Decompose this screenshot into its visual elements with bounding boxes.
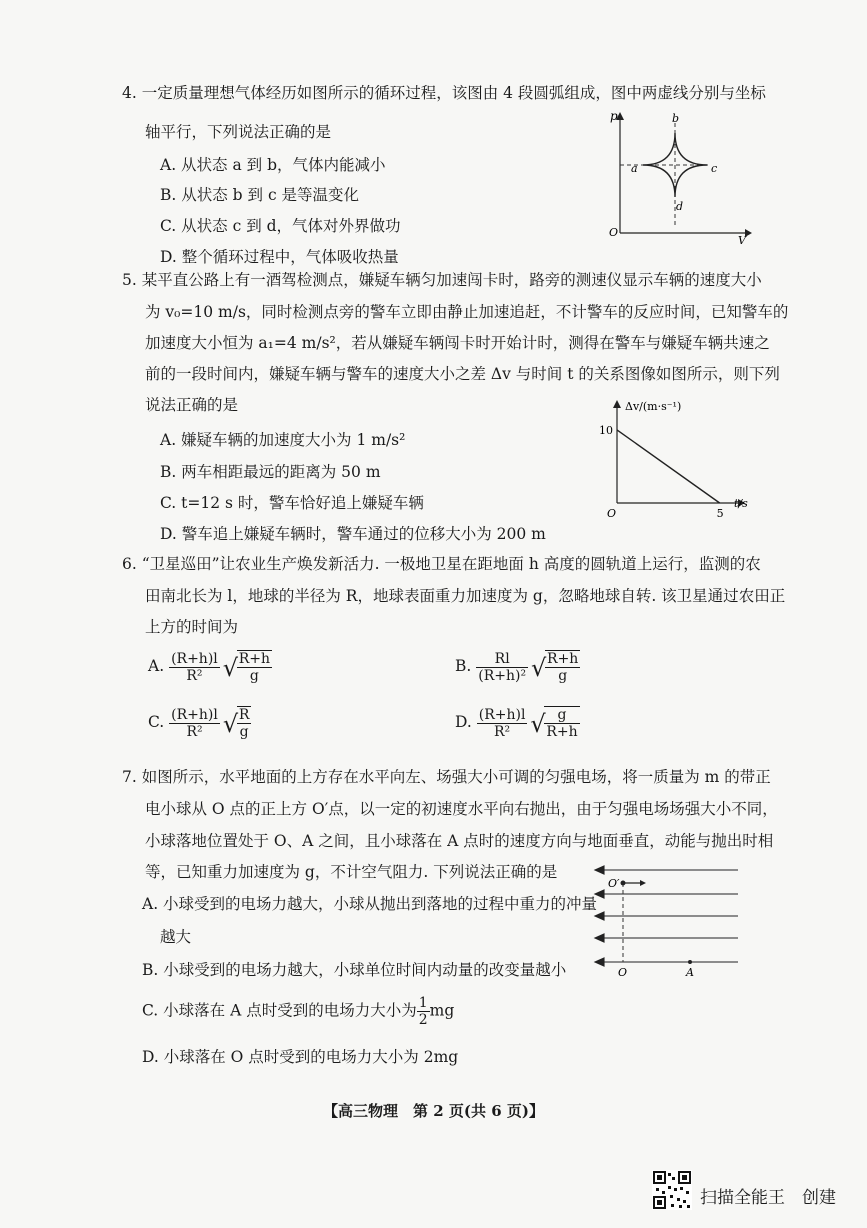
q4-option-c: C. 从状态 c 到 d，气体对外界做功	[160, 217, 401, 235]
q5-option-c: C. t=12 s 时，警车恰好追上嫌疑车辆	[160, 494, 424, 512]
q7-label-a: A	[686, 966, 694, 979]
q6-option-a	[148, 650, 272, 684]
scanner-brand-text: 扫描全能王 创建	[700, 1188, 836, 1208]
q6-option-c-label: C.	[148, 713, 165, 731]
q4-point-d: d	[676, 200, 684, 213]
q7-option-a-line-2: 越大	[160, 928, 192, 946]
q6-stem-line-3: 上方的时间为	[145, 618, 239, 636]
q7-stem-line-3: 小球落地位置处于 O、A 之间，且小球落在 A 点时的速度方向与地面垂直，动能与抛出时相	[145, 832, 774, 850]
q5-x-tick-label: 5	[716, 507, 724, 520]
q7-option-b: B. 小球受到的电场力越大，小球单位时间内动量的改变量越小	[142, 961, 567, 979]
q5-stem-line-4: 前的一段时间内，嫌疑车辆与警车的速度大小之差 Δv 与时间 t 的关系图像如图所示，则下列	[145, 365, 780, 383]
q6-option-d	[455, 706, 580, 740]
qr-code-icon	[652, 1170, 692, 1210]
q6-option-a-label: A.	[148, 657, 165, 675]
q7-field-diagram	[590, 860, 745, 978]
q4-option-b: B. 从状态 b 到 c 是等温变化	[160, 186, 360, 204]
q5-option-b: B. 两车相距最远的距离为 50 m	[160, 463, 381, 481]
q5-stem-line-1: 5. 某平直公路上有一酒驾检测点，嫌疑车辆匀加速闯卡时，路旁的测速仪显示车辆的速度大小	[122, 271, 762, 289]
q5-stem-line-2: 为 v₀=10 m/s，同时检测点旁的警车立即由静止加速追赶，不计警车的反应时间，已知警车的	[145, 303, 789, 321]
q5-y-tick-label: 10	[599, 423, 613, 437]
q4-stem-line-1: 4. 一定质量理想气体经历如图所示的循环过程，该图由 4 段圆弧组成，图中两虚线分别与坐标	[122, 84, 766, 102]
q7-stem-line-1: 7. 如图所示，水平地面的上方存在水平向左、场强大小可调的匀强电场，将一质量为 m 的带正	[122, 768, 771, 786]
q5-option-d: D. 警车追上嫌疑车辆时，警车通过的位移大小为 200 m	[160, 525, 546, 543]
q6-option-d-radical: √ $\frac{g}{R+h}$	[532, 706, 579, 740]
q6-stem-line-1: 6. “卫星巡田”让农业生产焕发新活力. 一极地卫星在距地面 h 高度的圆轨道上运行，监测的农	[122, 555, 761, 573]
q6-option-c-radical: √ $\frac{R}{g}$	[225, 706, 252, 740]
q4-pv-diagram	[595, 108, 755, 247]
q7-stem-line-2: 电小球从 O 点的正上方 O′点，以一定的初速度水平向右抛出，由于匀强电场场强大小不同，	[145, 800, 778, 818]
q5-stem-line-3: 加速度大小恒为 a₁=4 m/s²，若从嫌疑车辆闯卡时开始计时，测得在警车与嫌疑车辆共速之	[145, 334, 770, 352]
page-footer: 【高三物理 第 2 页(共 6 页)】	[323, 1102, 544, 1120]
q5-x-axis-label: t/s	[734, 497, 748, 510]
q6-option-c-coef: $\frac{(R+h)l}{\text{R²}}$	[171, 706, 218, 740]
q6-option-b-coef: $\frac{Rl}{\text{(R+h)²}}$	[478, 650, 527, 684]
q7-option-c-fraction: $\frac{1}{2}$	[418, 995, 428, 1028]
q6-option-a-coef: $\frac{(R+h)l}{\text{R²}}$	[171, 650, 218, 684]
q5-origin-label: O	[607, 507, 617, 520]
q5-option-a: A. 嫌疑车辆的加速度大小为 1 m/s²	[160, 431, 406, 449]
q6-stem-line-2: 田南北长为 l，地球的半径为 R，地球表面重力加速度为 g，忽略地球自转. 该卫星通过农田正	[145, 587, 786, 605]
q6-option-d-coef: $\frac{(R+h)l}{\text{R²}}$	[478, 706, 526, 740]
q7-label-o: O	[618, 966, 628, 979]
q5-stem-line-5: 说法正确的是	[145, 396, 239, 414]
q4-stem-line-2: 轴平行，下列说法正确的是	[145, 123, 332, 141]
q7-ball	[621, 881, 626, 886]
q4-point-c: c	[711, 162, 718, 175]
q5-series-line	[617, 430, 720, 503]
q6-option-a-radical: √ $\frac{R+h}{g}$	[225, 650, 272, 684]
q4-x-axis-label: V	[738, 234, 746, 247]
q6-option-b-radical: √ $\frac{R+h}{g}$	[533, 650, 580, 684]
q4-origin-label: O	[609, 226, 619, 239]
q7-label-o-prime: O′	[608, 877, 620, 890]
q7-option-d: D. 小球落在 O 点时受到的电场力大小为 2mg	[142, 1048, 459, 1066]
q4-point-a: a	[631, 162, 638, 175]
q5-y-arrow	[613, 400, 621, 408]
q7-option-a-line-1: A. 小球受到的电场力越大，小球从抛出到落地的过程中重力的冲量	[142, 895, 598, 913]
q6-option-b	[455, 650, 580, 684]
q4-option-a: A. 从状态 a 到 b，气体内能减小	[160, 156, 386, 174]
q6-option-b-label: B.	[455, 657, 472, 675]
q6-option-d-label: D.	[455, 713, 472, 731]
q7-option-c: C. 小球落在 A 点时受到的电场力大小为 $\frac{1}{2}$ mg	[142, 995, 455, 1028]
q4-y-axis-label: p	[610, 109, 618, 123]
q7-stem-line-4: 等，已知重力加速度为 g，不计空气阻力. 下列说法正确的是	[145, 863, 558, 881]
q4-option-d: D. 整个循环过程中，气体吸收热量	[160, 248, 399, 266]
q5-dv-t-chart	[595, 395, 748, 520]
q5-y-axis-label: Δv/(m·s⁻¹)	[625, 400, 682, 413]
q6-option-c	[148, 706, 251, 740]
q4-point-b: b	[672, 112, 680, 125]
